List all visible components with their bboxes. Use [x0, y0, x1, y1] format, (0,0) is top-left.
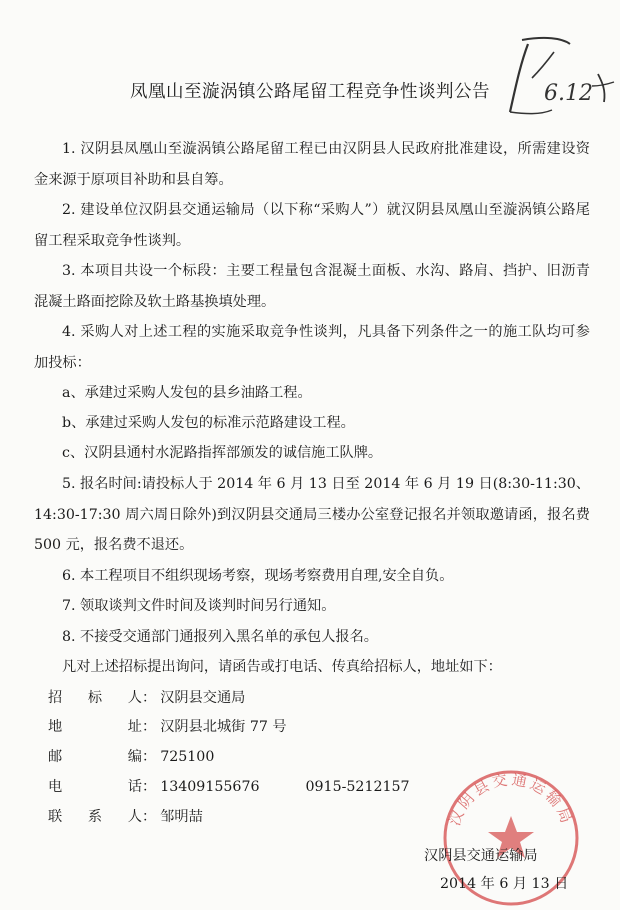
signing-date: 2014 年 6 月 13 日 [440, 876, 569, 892]
document-title: 凤凰山至漩涡镇公路尾留工程竞争性谈判公告 [130, 82, 490, 102]
paragraph-3: 3. 本项目共设一个标段：主要工程量包含混凝土面板、水沟、路肩、挡护、旧沥青混凝土路面挖除及软土路基换填处理。 [34, 263, 590, 310]
paragraph-1: 1. 汉阴县凤凰山至漩涡镇公路尾留工程已由汉阴县人民政府批准建设，所需建设资金来源于原项目补助和县自筹。 [34, 141, 590, 188]
signing-organization: 汉阴县交通运输局 [424, 848, 538, 864]
address-value: 汉阴县北城街 77 号 [160, 719, 287, 735]
contact-person: 联 系 人 ： 邹明喆 [48, 809, 203, 825]
condition-b: b、承建过采购人发包的标准示范路建设工程。 [62, 415, 355, 431]
svg-text:6.12: 6.12 [544, 81, 593, 106]
handwritten-annotation [470, 30, 620, 120]
svg-text:汉阴县交通运输局: 汉阴县交通运输局 [445, 770, 577, 829]
address-label: 地 址 [48, 719, 142, 735]
paragraph-2: 2. 建设单位汉阴县交通运输局（以下称“采购人”）就汉阴县凤凰山至漩涡镇公路尾留工程采取竞争性谈判。 [34, 202, 590, 249]
contact-person-value: 邹明喆 [160, 809, 203, 825]
phone-label: 电 话 [48, 779, 142, 795]
postcode-value: 725100 [160, 749, 215, 765]
postcode-label: 邮 编 [48, 749, 142, 765]
contact-address: 地 址 ： 汉阴县北城街 77 号 [48, 719, 287, 735]
tenderer-label: 招 标 人 [48, 690, 142, 706]
contact-person-label: 联 系 人 [48, 809, 142, 825]
fax-value: 0915-5212157 [305, 779, 410, 795]
item-6: 6. 本工程项目不组织现场考察，现场考察费用自理,安全自负。 [62, 568, 454, 584]
tenderer-value: 汉阴县交通局 [160, 690, 246, 706]
condition-a: a、承建过采购人发包的县乡油路工程。 [62, 385, 312, 401]
condition-c: c、汉阴县通村水泥路指挥部颁发的诚信施工队牌。 [62, 445, 383, 461]
item-8: 8. 不接受交通部门通报列入黑名单的承包人报名。 [62, 629, 378, 645]
contact-phone: 电 话 ： 13409155676 0915-5212157 [48, 779, 410, 795]
inquiry-note: 凡对上述招标提出询问，请函告或打电话、传真给招标人，地址如下： [62, 659, 502, 675]
paragraph-4: 4. 采购人对上述工程的实施采取竞争性谈判，凡具备下列条件之一的施工队均可参加投标： [34, 324, 590, 371]
phone-value: 13409155676 [160, 779, 260, 795]
contact-postcode: 邮 编 ： 725100 [48, 749, 215, 765]
item-7: 7. 领取谈判文件时间及谈判时间另行通知。 [62, 598, 336, 614]
registration-paragraph: 5. 报名时间:请投标人于 2014 年 6 月 13 日至 2014 年 6 月 19 日(8:30-11:30、14:30-17:30 周六周日除外)到汉阴县交通局三楼办公室登记报名并领取邀请函，报名费 500 元，报名费不退还。 [34, 476, 590, 553]
contact-tenderer: 招 标 人 ： 汉阴县交通局 [48, 690, 246, 706]
